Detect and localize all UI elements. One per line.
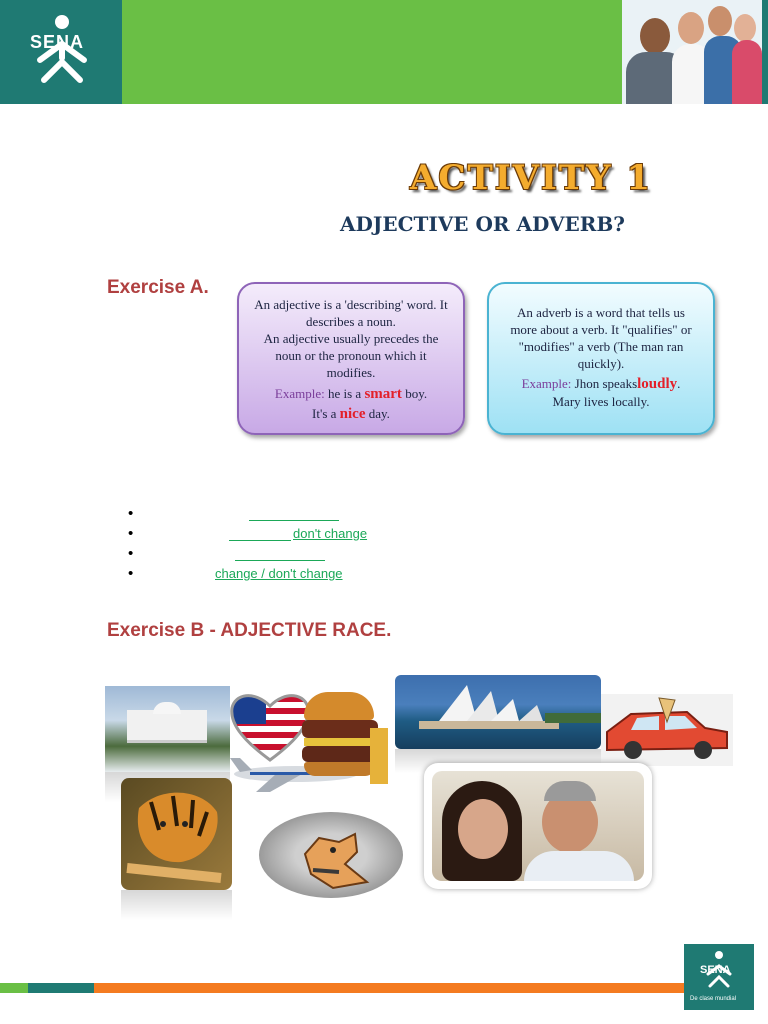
logo-text: SENA [700,964,731,976]
header-banner [122,0,622,104]
logo-slogan: De clase mundial [690,996,737,1002]
adjective-definition-box [237,282,465,435]
example-text: he is a [327,386,362,401]
adjective-example-2 [253,405,449,423]
footer-stripe [0,983,28,993]
highlight-word: nice [339,406,366,422]
hamburger-photo [300,688,390,788]
adjective-definition-2: An adjective usually precedes the noun or the pronoun which it modifies. [263,331,439,380]
list-item [128,505,428,525]
example-text: boy. [405,386,428,401]
highlight-word: loudly [637,376,678,392]
answer-bullet-list [128,505,428,585]
white-house-photo [105,686,230,772]
bullet-text: • change / don't change [215,566,343,581]
footer-stripe [28,983,94,993]
answer-blank[interactable] [249,520,339,521]
adjective-definition-1: An adjective is a 'describing' word. It describes a noun. [254,297,448,329]
footer-stripe [94,983,684,993]
adjective-example-1 [253,385,449,403]
adverb-definition-box [487,282,715,435]
example-text: Jhon speaks [574,376,638,391]
example-text: day. [368,406,390,421]
logo-text: SENA [30,32,85,52]
example-text: It's a [312,406,337,421]
footer-sena-logo [684,944,754,1010]
answer-blank[interactable] [229,540,291,541]
example-label: Example: [521,376,572,391]
adverb-example-2: Mary lives locally. [552,394,650,409]
answer-blank[interactable] [235,560,325,561]
bullet-text: • don't change [293,526,368,541]
activity-title: ACTIVITY 1 [410,158,652,198]
sena-logo [0,0,122,104]
adverb-definition: An adverb is a word that tells us more about a verb. It "qualifies" or "modifies" a verb (The man ran quickly). [510,305,692,371]
adverb-example-1 [503,375,699,393]
cartoon-dog-drawing [259,812,403,898]
header-people-photo [622,0,768,104]
exercise-b-heading: Exercise B - ADJECTIVE RACE. [107,620,392,641]
list-item [128,525,428,545]
couple-photo [424,763,652,889]
tiger-photo [121,778,232,890]
list-item [128,565,428,585]
photo-reflection [121,890,232,920]
exercise-a-heading: Exercise A. [107,277,209,298]
list-item [128,545,428,565]
example-text: . [677,376,681,391]
sydney-opera-house-photo [395,675,601,749]
example-label: Example: [274,386,325,401]
page-subtitle: ADJECTIVE OR ADVERB? [340,212,625,236]
highlight-word: smart [364,386,402,402]
red-car-drawing [601,694,733,766]
